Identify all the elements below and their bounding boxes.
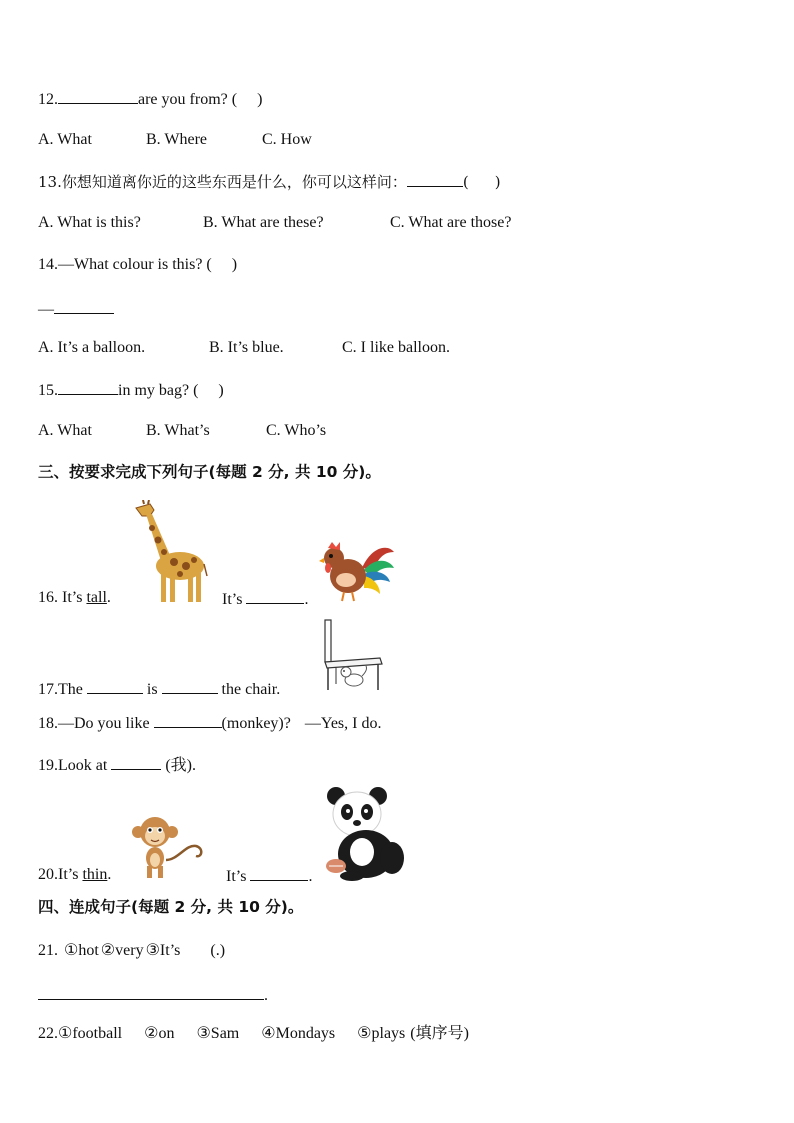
rooster-image (318, 538, 396, 602)
question-text: —Do you like (58, 715, 154, 732)
question-text: in my bag? ( (118, 382, 199, 399)
period: . (264, 987, 268, 1004)
word-item: ①football (58, 1025, 123, 1042)
question-text: (monkey)? (221, 715, 291, 732)
option-c[interactable]: C. How (262, 131, 312, 148)
section-4-heading: 四、连成句子(每题 2 分, 共 10 分)。 (38, 898, 304, 916)
option-a[interactable]: A. What (38, 131, 92, 148)
question-14 (38, 255, 237, 275)
monkey-image (130, 814, 206, 880)
option-a[interactable]: A. What (38, 422, 92, 439)
option-b[interactable]: B. It’s blue. (209, 339, 284, 356)
option-b[interactable]: B. Where (146, 131, 208, 148)
option-c[interactable]: C. I like balloon. (342, 339, 450, 356)
answer-blank[interactable] (407, 171, 463, 187)
question-text: Look at (58, 757, 112, 774)
period: . (107, 866, 112, 883)
instruction-note: (填序号) (410, 1025, 469, 1042)
word-item: ⑤plays (357, 1025, 406, 1042)
paren-open: ( (462, 173, 469, 191)
option-a[interactable]: A. It’s a balloon. (38, 339, 146, 356)
paren-close: ) (257, 91, 263, 108)
word-item: ④Mondays (261, 1025, 336, 1042)
answer-blank[interactable] (54, 298, 114, 314)
word-item: ②very (100, 942, 144, 959)
underlined-word: thin (82, 866, 108, 883)
option-a[interactable]: A. What is this? (38, 214, 141, 231)
answer-blank[interactable] (111, 754, 161, 770)
question-number: 21. (38, 942, 58, 959)
word-item: ②on (144, 1025, 175, 1042)
question-number: 14. (38, 256, 58, 273)
reply-text: —Yes, I do. (304, 715, 382, 732)
answer-blank[interactable] (38, 984, 264, 1000)
question-20 (38, 865, 111, 885)
question-number: 17. (38, 681, 58, 698)
panda-image (322, 784, 406, 882)
answer-prefix: It’s (222, 591, 247, 608)
question-17 (38, 678, 280, 700)
question-16 (38, 588, 111, 608)
question-text: It’s (58, 589, 87, 606)
underlined-word: tall (86, 589, 107, 606)
word-item: ①hot (64, 942, 99, 959)
question-text: is (142, 681, 162, 698)
question-number: 16. (38, 589, 58, 606)
question-text: The (58, 681, 87, 698)
question-text: (我). (161, 757, 196, 774)
question-20-answer (226, 865, 312, 887)
question-19 (38, 754, 196, 776)
answer-blank[interactable] (162, 678, 218, 694)
answer-blank[interactable] (58, 379, 118, 395)
question-number: 20. (38, 866, 58, 883)
question-number: 22. (38, 1025, 58, 1042)
period: . (304, 591, 309, 608)
question-number: 15. (38, 382, 58, 399)
question-13 (38, 171, 501, 192)
question-number: 19. (38, 757, 58, 774)
question-text: It’s (58, 866, 83, 883)
option-b[interactable]: B. What’s (146, 422, 210, 439)
option-c[interactable]: C. What are those? (390, 214, 512, 231)
chair-dog-image (322, 618, 384, 692)
question-22 (38, 1024, 469, 1044)
question-text: are you from? ( (138, 91, 238, 108)
dash: — (38, 301, 54, 318)
question-text: the chair. (217, 681, 281, 698)
option-b[interactable]: B. What are these? (203, 214, 324, 231)
question-18 (38, 712, 381, 734)
question-15 (38, 379, 224, 401)
question-number: 18. (38, 715, 58, 732)
answer-line-14 (38, 298, 114, 320)
question-21 (38, 941, 225, 961)
answer-blank[interactable] (250, 865, 308, 881)
word-item: ③Sam (196, 1025, 240, 1042)
period: . (308, 868, 313, 885)
option-c[interactable]: C. Who’s (266, 422, 327, 439)
paren-close: ) (218, 382, 224, 399)
paren-close: ) (231, 256, 238, 273)
answer-blank[interactable] (154, 712, 222, 728)
answer-blank[interactable] (246, 588, 304, 604)
paren-close: ) (494, 173, 501, 191)
end-punctuation: (.) (210, 942, 226, 959)
question-number: 13. (38, 173, 62, 191)
question-12 (38, 88, 262, 110)
answer-blank[interactable] (58, 88, 138, 104)
answer-blank[interactable] (87, 678, 143, 694)
giraffe-image (128, 500, 208, 604)
answer-line-21 (38, 984, 268, 1006)
question-16-answer (222, 588, 308, 610)
question-text: 你想知道离你近的这些东西是什么，你可以这样问： (61, 173, 407, 191)
word-item: ③It’s (145, 942, 181, 959)
question-number: 12. (38, 91, 58, 108)
section-3-heading: 三、按要求完成下列句子(每题 2 分, 共 10 分)。 (38, 463, 381, 481)
answer-prefix: It’s (226, 868, 251, 885)
question-text: —What colour is this? ( (58, 256, 212, 273)
period: . (106, 589, 111, 606)
